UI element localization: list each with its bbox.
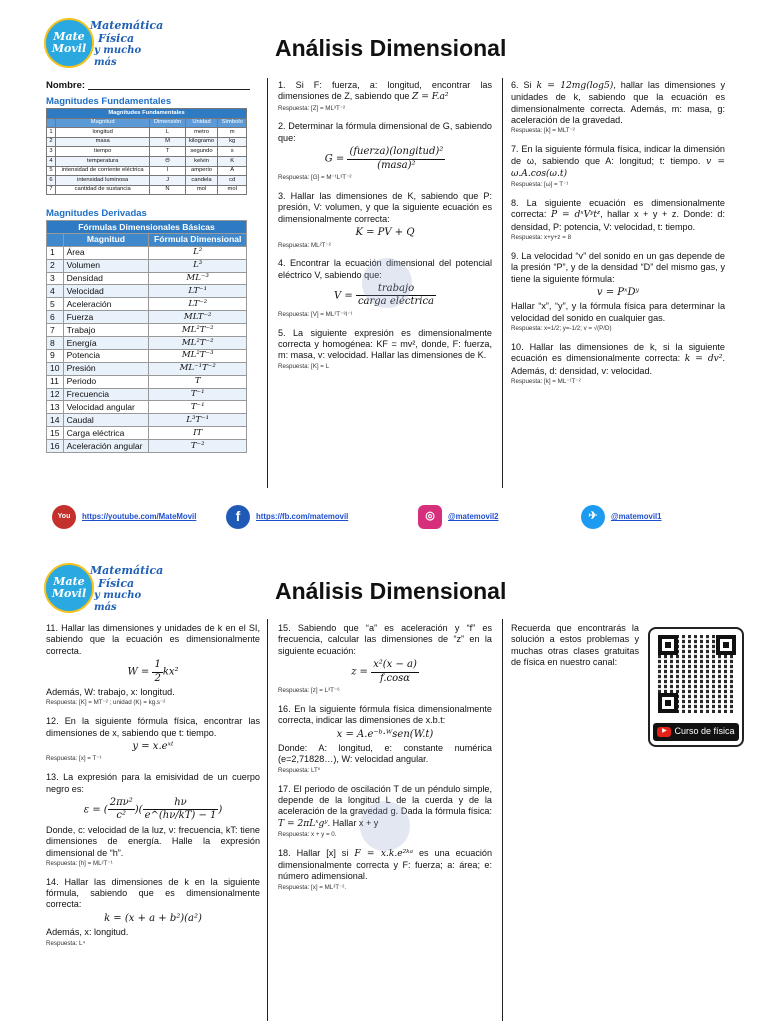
qr-finder (716, 635, 736, 655)
promo-text: Recuerda que encontrarás la solución a estos problemas y muchas otras clases gratuitas de física en nuestro canal: (511, 623, 639, 668)
table-row: 8 Energía ML²T⁻² (47, 337, 247, 350)
page-title: Análisis Dimensional (275, 35, 507, 61)
table-row: 1 longitud L metro m (47, 128, 247, 138)
table-title-row: Fórmulas Dimensionales Básicas (47, 221, 247, 234)
problem-18: 18. Hallar [x] si F = x.k.e²ᵏᵃ es una ecuación dimensionalmente correcta y F: fuerza; a: área; e: número adimensional. Respuesta: [x] = ML³T⁻². (278, 847, 493, 891)
problem-5: 5. La siguiente expresión es dimensionalmente correcta y homogénea: KF = mv², donde, F: fuerza, m: masa, v: velocidad. Hallar las dimensiones de K. Respuesta: [K] = L (278, 327, 492, 370)
table-row: 10 Presión ML⁻¹T⁻² (47, 362, 247, 375)
equation: G = $\frac{\text{(fuerza)(longitud)²}}{\text{(masa)²}}$ (324, 146, 444, 171)
twitter-icon: ✈ (581, 505, 605, 529)
table-row: 16 Aceleración angular T⁻² (47, 440, 247, 453)
page-title: Análisis Dimensional (275, 578, 507, 604)
instagram-link[interactable]: ◎ @matemovil2 (418, 505, 499, 529)
problem-16: 16. En la siguiente fórmula física dimensionalmente correcta, indicar las dimensiones de x.b.t: x = A.e⁻ᵇ·ᵂsen(W.t) Donde: A: longitud, e: constante numérica (e=2,71828…), W: velocidad angular. Respuesta: LT⁰ (278, 703, 492, 774)
derived-table (46, 220, 247, 453)
problem-4: 4. Encontrar la ecuación dimensional del potencial eléctrico V, sabiendo que: V = $\frac{\text{trabajo}}{\text{carga eléctrica}}$ Respuesta: [V] = ML²T⁻³I⁻¹ (278, 258, 492, 318)
qr-finder (658, 693, 678, 713)
table-header-row: Magnitud Fórmula Dimensional (47, 233, 247, 246)
equation: K = PV + Q (355, 227, 415, 239)
table-row: 2 masa M kilogramo kg (47, 137, 247, 147)
problem-6: 6. Si k = 12mg(log5), hallar las dimensiones y unidades de k, sabiendo que la ecuación es dimensionalmente correcta. Además, m: masa, g: aceleración de la gravedad. Respuesta: [k] = MLT⁻² (511, 80, 725, 135)
table-row: 4 temperatura Θ kelvin K (47, 156, 247, 166)
equation: z = $\frac{\text{x²(x − a)}}{f.\cos\alpha}$ (351, 659, 417, 684)
table-row: 3 tiempo T segundo s (47, 147, 247, 157)
table-row: 6 intensidad luminosa J candela cd (47, 176, 247, 186)
youtube-icon: You (52, 505, 76, 529)
youtube-link[interactable]: You https://youtube.com/MateMovil (52, 505, 196, 529)
facebook-icon: f (226, 505, 250, 529)
problems-column-3 (511, 80, 725, 395)
nombre-label: Nombre: (46, 80, 86, 91)
column-divider (267, 78, 268, 488)
problems-column-2 (278, 623, 492, 901)
equation: y = x.eˣᵗ (132, 740, 174, 752)
table-row: 1 Área L² (47, 246, 247, 259)
facebook-link[interactable]: f https://fb.com/matemovil (226, 505, 348, 529)
table-title-row: Magnitudes Fundamentales (47, 109, 247, 119)
problems-column-2 (278, 80, 492, 380)
qr-caption: ▶ Curso de física (653, 723, 739, 741)
logo-badge: Mate Movil (44, 563, 94, 613)
equation: v = PˣDʸ (596, 286, 640, 298)
problem-2: 2. Determinar la fórmula dimensional de G, sabiendo que: G = $\frac{\text{(fuerza)(longitud)²}}{\text{(masa)²}}$ Respuesta: [G] = M⁻¹L³T⁻² (278, 121, 492, 182)
problem-7: 7. En la siguiente fórmula física, indicar la dimensión de ω, sabiendo que A: longitud; t: tiempo. v = ω.A.cos(ω.t) Respuesta: [ω] = T⁻¹ (511, 144, 726, 189)
worksheet-page-1 (0, 0, 768, 500)
table-row: 12 Frecuencia T⁻¹ (47, 388, 247, 401)
table-row: 14 Caudal L³T⁻¹ (47, 414, 247, 427)
youtube-icon: ▶ (657, 727, 671, 737)
equation: V = $\frac{\text{trabajo}}{\text{carga eléctrica}}$ (333, 282, 435, 308)
qr-finder (658, 635, 678, 655)
logo-tagline: Matemática Física y mucho más (90, 19, 164, 68)
watermark-logo (360, 801, 410, 851)
problem-13: 13. La expresión para la emisividad de un cuerpo negro es: ε = ( $\frac{\text{2πν²}}{\text{c²}}$ )( $\frac{h\nu}{e\^{}(h\nu/kT) - 1}$ ) Donde, c: velocidad de la luz, ν: frecuencia, kT: tiene dimensiones de energía. Halle la expresión dimensional de “h”. Respuesta: [h] = ML²T⁻¹ (46, 772, 260, 867)
matemovil-logo (44, 563, 164, 619)
table-row: 11 Periodo T (47, 375, 247, 388)
problem-17: 17. El periodo de oscilación T de un péndulo simple, depende de la longitud L de la cuerda y de la aceleración de la gravedad g. Dada la fórmula física: T = 2πLˣgʸ. Hallar x + y Respuesta: x + y = 0. (278, 783, 492, 838)
matemovil-logo (44, 18, 164, 74)
table-row: 4 Velocidad LT⁻¹ (47, 285, 247, 298)
table-row: 2 Volumen L³ (47, 259, 247, 272)
nombre-field[interactable] (88, 89, 250, 90)
worksheet-page-2 (0, 555, 768, 1024)
problem-11: 11. Hallar las dimensiones y unidades de k en el SI, sabiendo que la ecuación es dimensionalmente correcta. W = $\frac{1}{2}$ kx² Además, W: trabajo, x: longitud. Respuesta: [K] = MT⁻² ; unidad (K) = kg.s⁻² (46, 623, 260, 707)
problem-10: 10. Hallar las dimensiones de k, si la siguiente ecuación es dimensionalmente correcta: k = dv². Además, d: densidad, v: velocidad. Respuesta: [k] = ML⁻¹T⁻² (511, 341, 725, 385)
table-row: 5 Aceleración LT⁻² (47, 298, 247, 311)
problem-15: 15. Sabiendo que “a” es aceleración y “f” es frecuencia, calcular las dimensiones de “z” en la siguiente ecuación: z = $\frac{\text{x²(x − a)}}{f.\cos\alpha}$ Respuesta: [z] = L³T⁻⁶ (278, 623, 492, 695)
table-row: 9 Potencia ML²T⁻³ (47, 349, 247, 362)
column-divider (502, 619, 503, 1021)
table-row: 5 intensidad de corriente eléctrica I amperio A (47, 166, 247, 176)
table-row: 6 Fuerza MLT⁻² (47, 311, 247, 324)
equation: W = $\frac{1}{2}$ kx² (127, 659, 179, 684)
equation: k = (x + a + b²)(a²) (104, 912, 202, 924)
fundamental-heading: Magnitudes Fundamentales (46, 96, 172, 107)
problem-9: 9. La velocidad “v” del sonido en un gas depende de la presión “P”, y de la densidad “D” del mismo gas, y tiene la siguiente fórmula: v = PˣDʸ Hallar “x”, “y”, y la fórmula física para determinar la velocidad del sonido en cualquier gas. Respuesta: x=1/2; y=-1/2; v = √(P/D) (511, 250, 725, 333)
logo-badge: Mate Movil (44, 18, 94, 68)
table-row: 13 Velocidad angular T⁻¹ (47, 401, 247, 414)
problems-column-1 (46, 623, 260, 956)
column-divider (267, 619, 268, 1021)
column-divider (502, 78, 503, 488)
table-row: 15 Carga eléctrica IT (47, 427, 247, 440)
equation: x = A.e⁻ᵇ·ᵂsen(W.t) (336, 728, 434, 740)
instagram-icon: ◎ (418, 505, 442, 529)
table-row: 7 Trabajo ML²T⁻² (47, 324, 247, 337)
table-header-row: Magnitud Dimensión Unidad Símbolo (47, 118, 247, 128)
equation: ε = ( $\frac{\text{2πν²}}{\text{c²}}$ )( $\frac{h\nu}{e\^{}(h\nu/kT) - 1}$ ) (83, 796, 223, 822)
qr-code[interactable] (648, 627, 744, 747)
logo-tagline: Matemática Física y mucho más (90, 564, 164, 613)
problem-14: 14. Hallar las dimensiones de k en la siguiente fórmula, sabiendo que es dimensionalmente correcta: k = (x + a + b²)(a²) Además, x: longitud. Respuesta: L⁴ (46, 876, 260, 947)
problem-3: 3. Hallar las dimensiones de K, sabiendo que P: presión, V: volumen, y que la siguiente ecuación es dimensionalmente correcta: K = PV + Q Respuesta: ML²T⁻² (278, 190, 492, 249)
problem-12: 12. En la siguiente fórmula física, encontrar las dimensiones de x, sabiendo que t: tiempo. y = x.eˣᵗ Respuesta: [x] = T⁻¹ (46, 716, 260, 763)
table-row: 7 cantidad de sustancia N mol mol (47, 185, 247, 195)
derived-heading: Magnitudes Derivadas (46, 208, 147, 219)
problem-1: 1. Si F: fuerza, a: longitud, encontrar las dimensiones de Z, sabiendo que Z = F.a² Respuesta: [Z] = ML³T⁻² (278, 80, 492, 112)
watermark-logo (362, 258, 412, 308)
problem-8: 8. La siguiente ecuación es dimensionalmente correcta: P = dˣVʸtᶻ, hallar x + y + z. Donde: d: densidad, P: potencia, V: velocidad, t: tiempo. Respuesta: x+y+z = 8 (511, 198, 725, 242)
twitter-link[interactable]: ✈ @matemovil1 (581, 505, 662, 529)
fundamental-table (46, 108, 247, 195)
table-row: 3 Densidad ML⁻³ (47, 272, 247, 285)
